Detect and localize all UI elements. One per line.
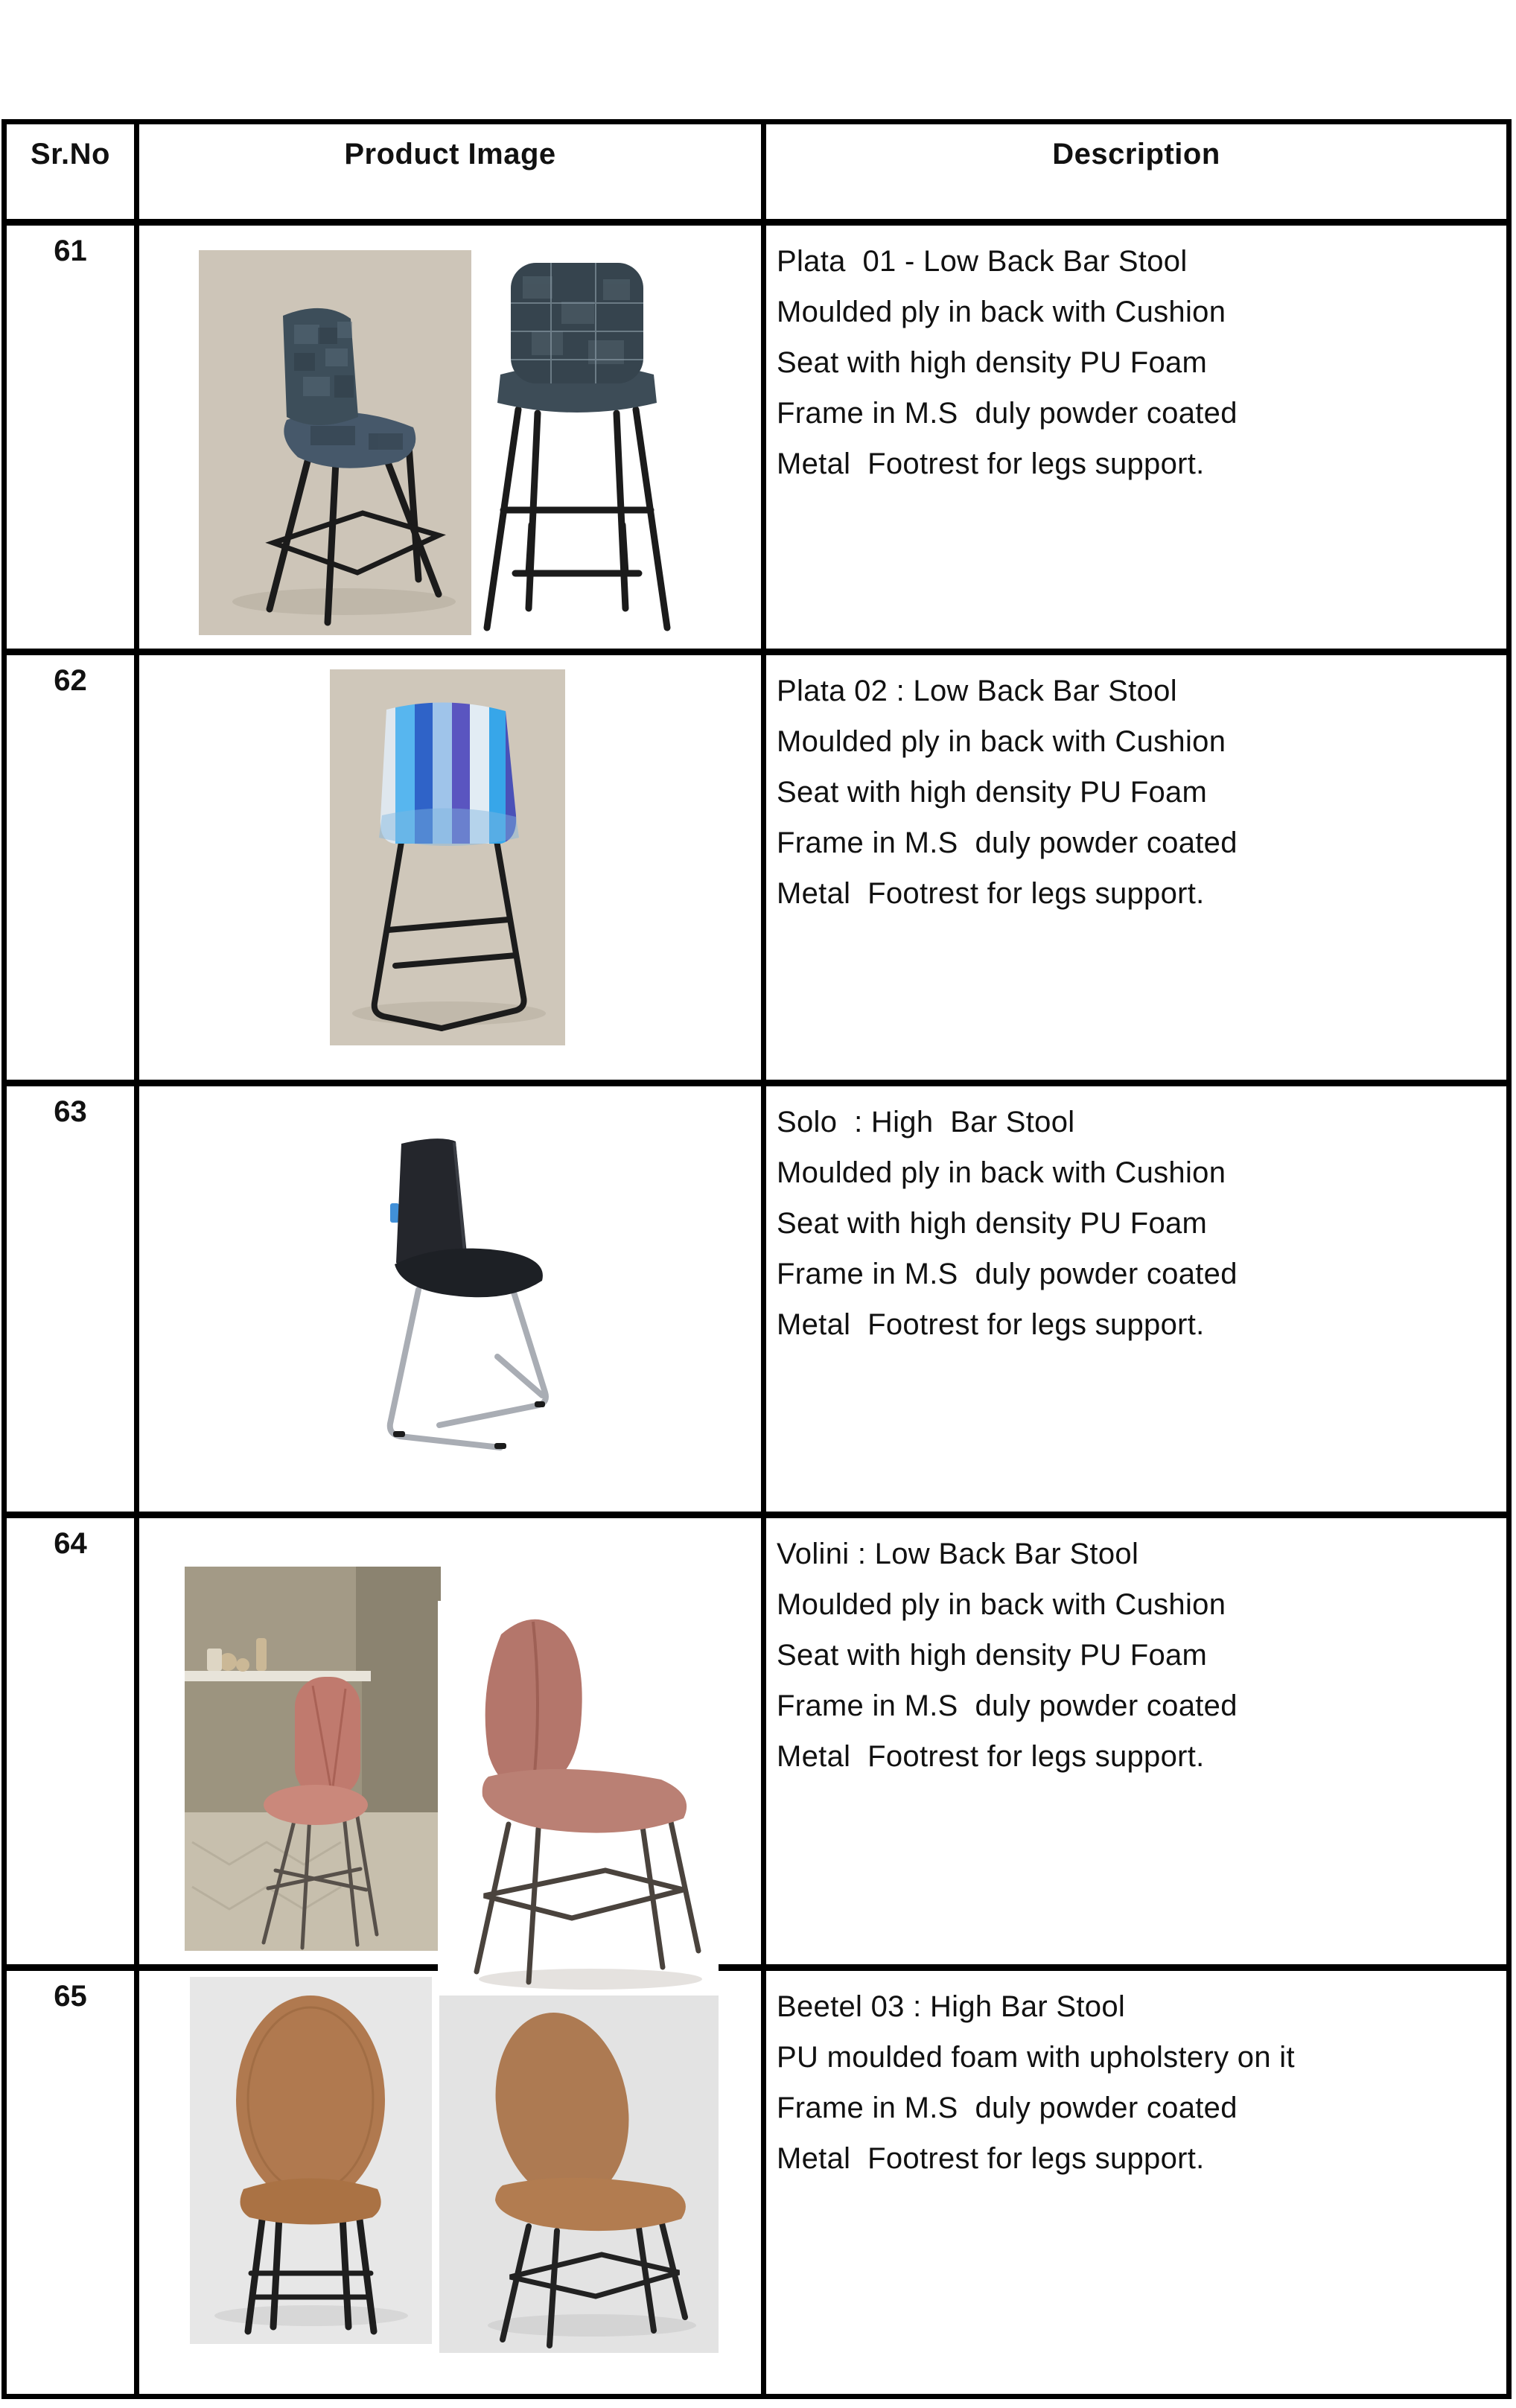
table-row-64-description	[766, 1518, 1506, 1971]
description-line: Volini : Low Back Bar Stool	[777, 1538, 1139, 1570]
description-line: Moulded ply in back with Cushion	[777, 296, 1226, 328]
beetel-03-front-photo	[190, 1977, 432, 2344]
volini-front-photo	[438, 1601, 719, 2010]
table-row-64-srno	[7, 1518, 139, 1971]
description-line: Moulded ply in back with Cushion	[777, 725, 1226, 758]
description-line: Frame in M.S duly powder coated	[777, 826, 1238, 859]
description-line: Seat with high density PU Foam	[777, 1207, 1208, 1240]
description-line: Beetel 03 : High Bar Stool	[777, 1990, 1126, 2023]
table-row-65-srno	[7, 1971, 139, 2394]
description-line: Seat with high density PU Foam	[777, 776, 1208, 809]
beetel-03-angled-photo	[439, 1995, 719, 2353]
description-line: Solo : High Bar Stool	[777, 1106, 1075, 1138]
description-line: Frame in M.S duly powder coated	[777, 2092, 1238, 2124]
plata-01-lifestyle-photo	[199, 250, 471, 635]
description-line: Frame in M.S duly powder coated	[777, 1258, 1238, 1290]
table-row-62-srno	[7, 655, 139, 1086]
description-line: Metal Footrest for legs support.	[777, 877, 1205, 910]
table-row-62-image-cell	[139, 655, 766, 1086]
table-row-65-image-cell	[139, 1971, 766, 2394]
table-row-63-srno	[7, 1086, 139, 1518]
header-srno-label: Sr.No	[31, 138, 110, 171]
table-row-61-description	[766, 226, 1506, 655]
srno-value: 64	[54, 1527, 87, 1560]
description-line: Metal Footrest for legs support.	[777, 1308, 1205, 1341]
table-row-63-image-cell	[139, 1086, 766, 1518]
srno-value: 65	[54, 1980, 87, 2013]
table-row-65-description	[766, 1971, 1506, 2394]
description-line: Moulded ply in back with Cushion	[777, 1588, 1226, 1621]
description-line: Moulded ply in back with Cushion	[777, 1156, 1226, 1189]
description-line: Frame in M.S duly powder coated	[777, 397, 1238, 430]
table-row-62-description	[766, 655, 1506, 1086]
header-description-label: Description	[1052, 138, 1220, 171]
description-line: Metal Footrest for legs support.	[777, 1740, 1205, 1773]
srno-value: 63	[54, 1095, 87, 1128]
table-row-64-image-cell	[139, 1518, 766, 1971]
srno-value: 61	[54, 235, 87, 267]
solo-black-chrome-photo	[328, 1132, 581, 1452]
plata-01-front-photo	[469, 257, 685, 637]
description-line: Metal Footrest for legs support.	[777, 2142, 1205, 2175]
table-row-61-image-cell	[139, 226, 766, 655]
description-line: PU moulded foam with upholstery on it	[777, 2041, 1295, 2074]
table-row-61-srno	[7, 226, 139, 655]
description-line: Seat with high density PU Foam	[777, 1639, 1208, 1672]
header-cell-product-image	[139, 124, 766, 226]
description-line: Plata 01 - Low Back Bar Stool	[777, 245, 1188, 278]
description-line: Frame in M.S duly powder coated	[777, 1689, 1238, 1722]
description-line: Seat with high density PU Foam	[777, 346, 1208, 379]
plata-02-striped-photo	[330, 669, 565, 1045]
header-cell-description	[766, 124, 1506, 226]
srno-value: 62	[54, 664, 87, 697]
description-line: Metal Footrest for legs support.	[777, 447, 1205, 480]
product-table	[1, 119, 1512, 2399]
header-cell-srno	[7, 124, 139, 226]
volini-kitchen-lifestyle-photo	[185, 1567, 441, 1951]
header-product-image-label: Product Image	[344, 138, 556, 171]
table-row-63-description	[766, 1086, 1506, 1518]
description-line: Plata 02 : Low Back Bar Stool	[777, 675, 1177, 707]
